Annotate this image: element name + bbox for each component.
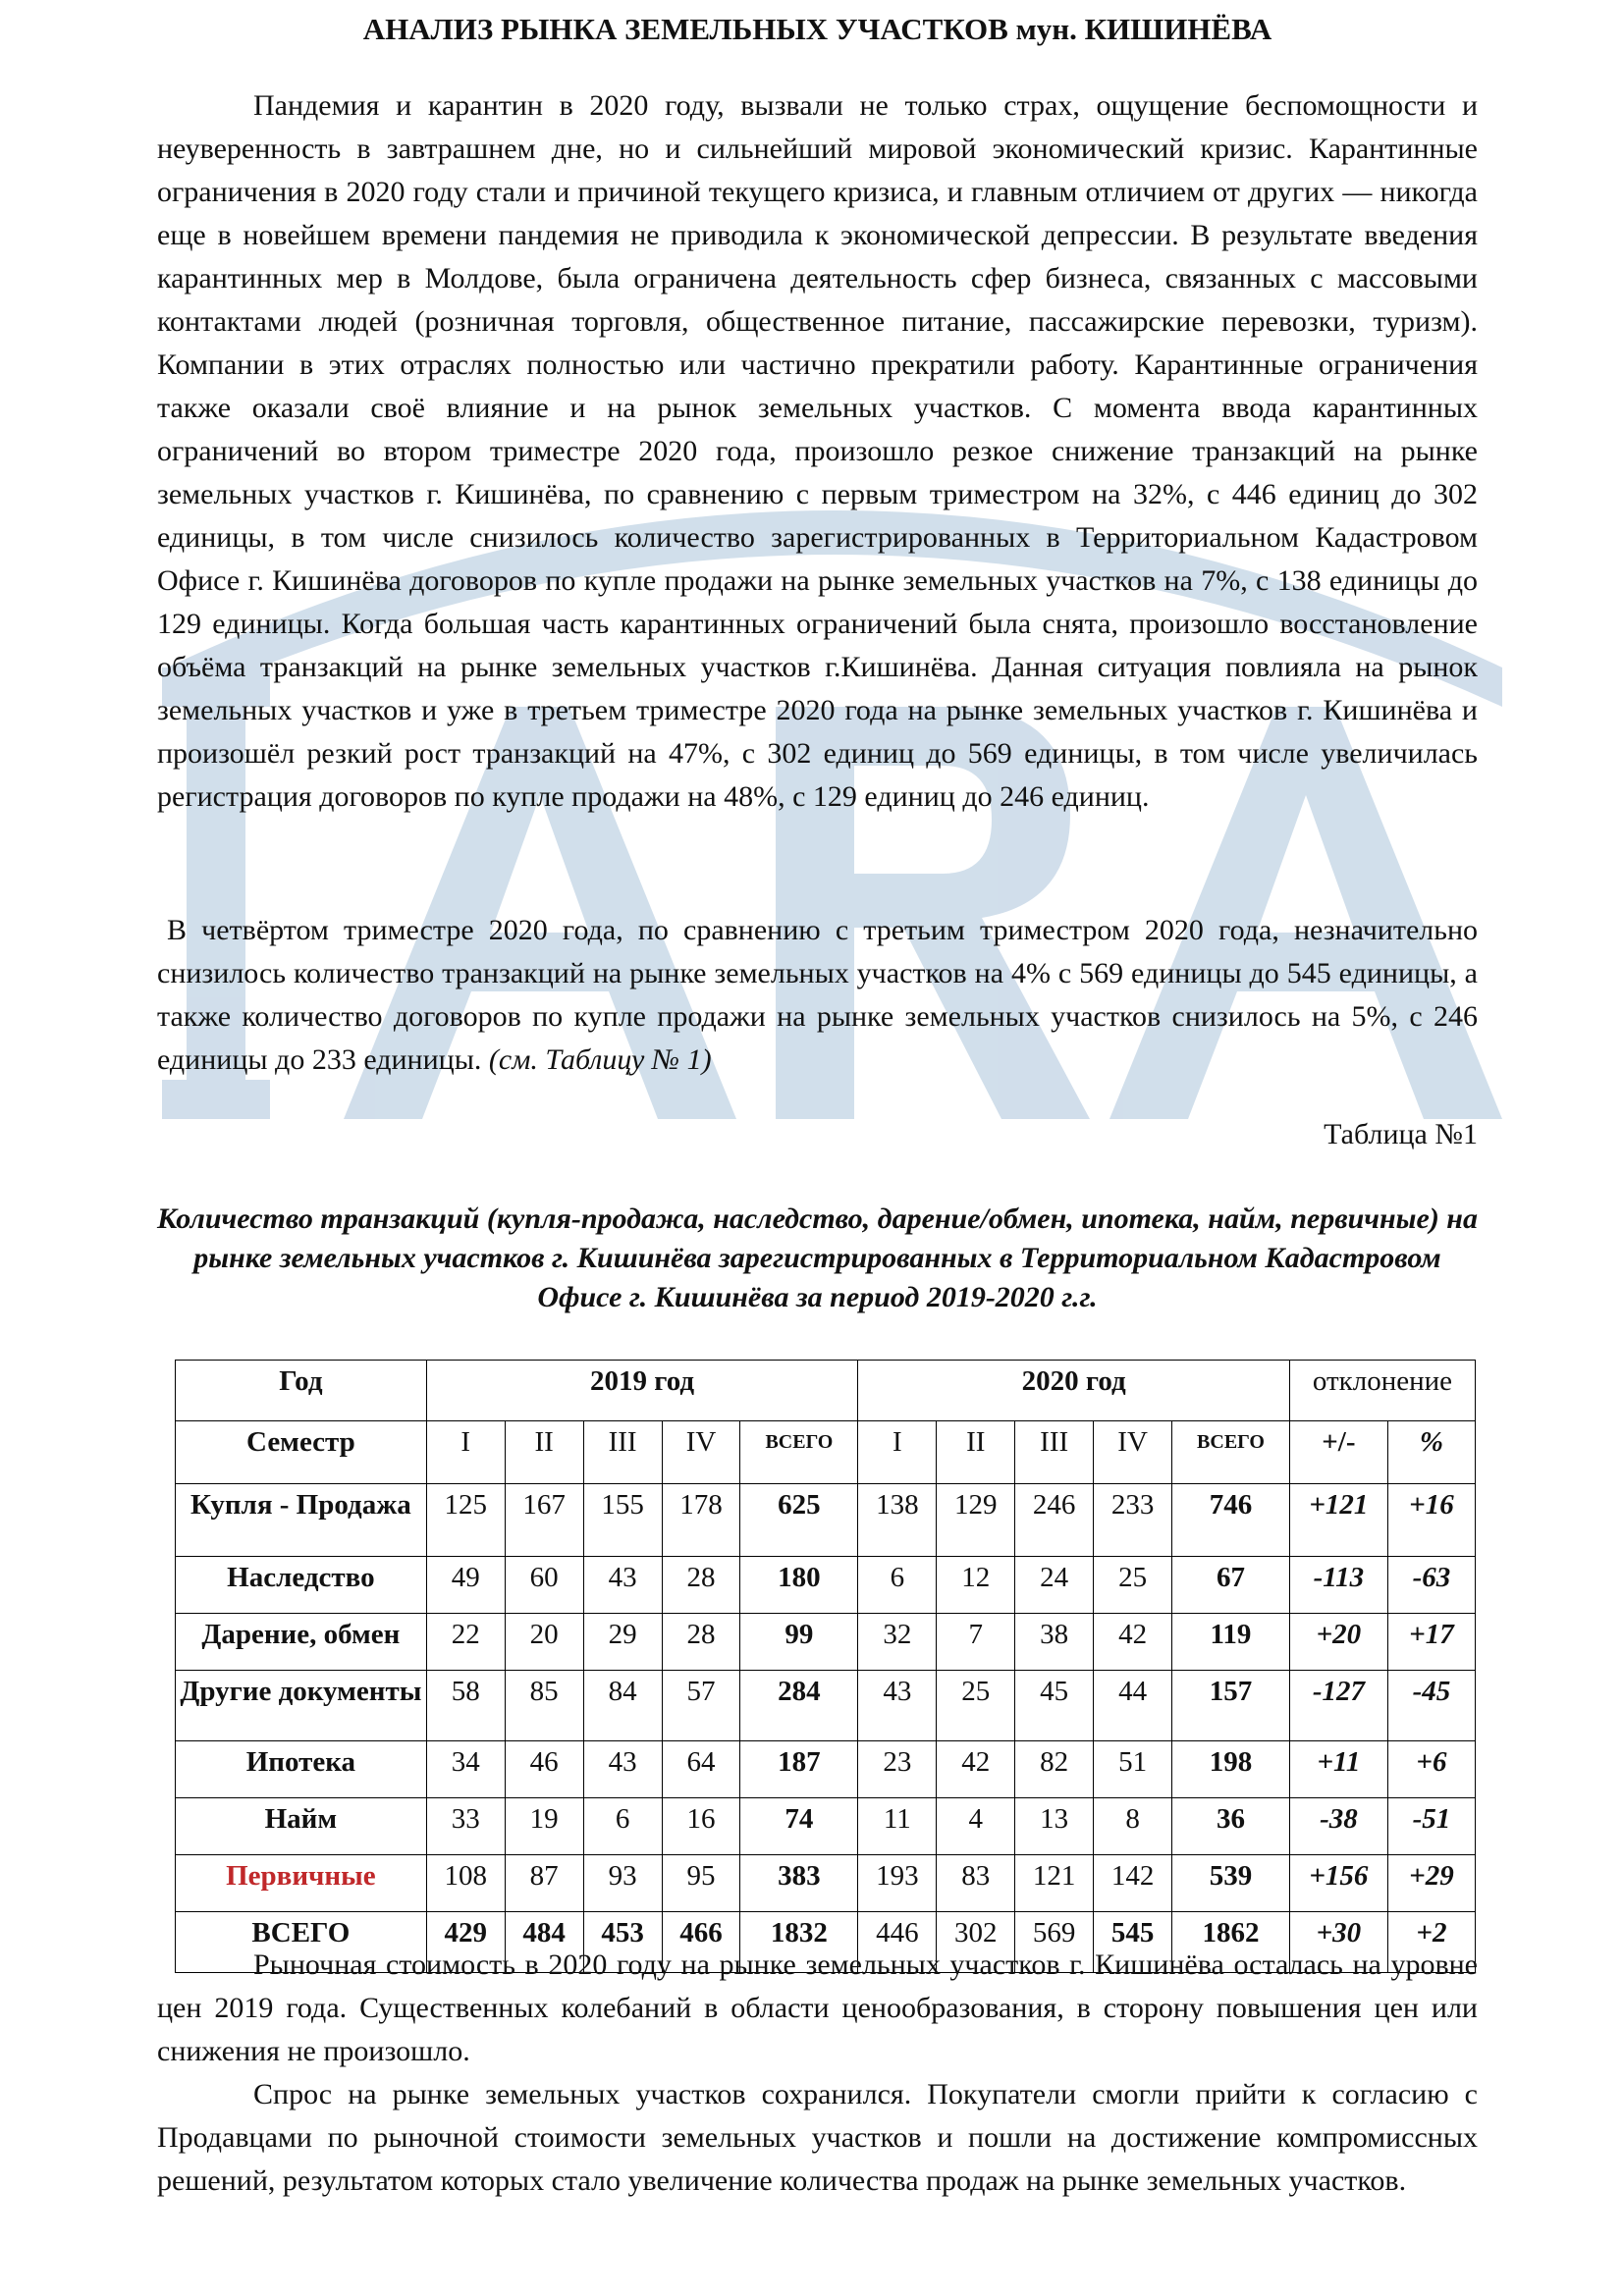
paragraph-prices: Рыночная стоимость в 2020 году на рынке земельных участков г. Кишинёва осталась на уровне цен 2019 года. Существенных колебаний в области ценообразования, в сторону повышения цен или снижения не произошло. xyxy=(157,1949,1478,2067)
cell-2019-total: 74 xyxy=(740,1798,858,1855)
header-2020-q4: IV xyxy=(1094,1421,1172,1484)
cell-2020-q3: 45 xyxy=(1015,1671,1094,1741)
cell-2019-total: 383 xyxy=(740,1855,858,1912)
paragraph-intro: Пандемия и карантин в 2020 году, вызвали не только страх, ощущение беспомощности и неуверенность в завтрашнем дне, но и сильнейший мировой экономический кризис. Карантинные ограничения в 2020 году стали и причиной текущего кризиса, и главным отличием от других — никогда еще в новейшем времени пандемия не приводила к экономической депрессии. В результате введения карантинных мер в Молдове, была ограничена деятельность сфер бизнеса, связанных с массовыми контактами людей (розничная торговля, общественное питание, пассажирские перевозки, туризм). Компании в этих отраслях полностью или частично прекратили работу. Карантинные ограничения также оказали своё влияние и на рынок земельных участков. С момента ввода карантинных ограничений во втором триместре 2020 года, произошло резкое снижение транзакций на рынке земельных участков г. Кишинёва, по сравнению с первым триместром на 32%, с 446 единиц до 302 единицы, в том числе снизилось количество зарегистрированных в Территориальном Кадастровом Офисе г. Кишинёва договоров по купле продажи на рынке земельных участков на 7%, с 138 единицы до 129 единицы. Когда большая часть карантинных ограничений была снята, произошло восстановление объёма транзакций на рынке земельных участков г.Кишинёва. Данная ситуация повлияла на рынок земельных участков и уже в третьем триместре 2020 года на рынке земельных участков г. Кишинёва и произошёл резкий рост транзакций на 47%, с 302 единиц до 569 единицы, в том числе увеличилась регистрация договоров по купле продажи на 48%, с 129 единиц до 246 единиц. xyxy=(157,89,1478,813)
row-label: Другие документы xyxy=(176,1671,427,1741)
cell-2019-q2: 484 xyxy=(505,1912,583,1973)
cell-dev-abs: +156 xyxy=(1289,1855,1387,1912)
header-year: Год xyxy=(176,1361,427,1421)
cell-2019-total: 1832 xyxy=(740,1912,858,1973)
cell-2020-total: 119 xyxy=(1172,1614,1290,1671)
table-row xyxy=(176,1741,1476,1798)
cell-dev-abs: -127 xyxy=(1289,1671,1387,1741)
cell-2019-q4: 178 xyxy=(662,1484,740,1557)
header-semester: Семестр xyxy=(176,1421,427,1484)
cell-2019-q4: 57 xyxy=(662,1671,740,1741)
table-row xyxy=(176,1484,1476,1557)
cell-2019-q3: 93 xyxy=(583,1855,662,1912)
cell-2020-q4: 545 xyxy=(1094,1912,1172,1973)
cell-2019-q1: 34 xyxy=(426,1741,505,1798)
header-dev-abs: +/- xyxy=(1289,1421,1387,1484)
cell-dev-abs: +121 xyxy=(1289,1484,1387,1557)
table-row xyxy=(176,1671,1476,1741)
table-row xyxy=(176,1855,1476,1912)
cell-2019-q3: 84 xyxy=(583,1671,662,1741)
cell-2020-total: 67 xyxy=(1172,1557,1290,1614)
table-row xyxy=(176,1798,1476,1855)
row-label: ВСЕГО xyxy=(176,1912,427,1973)
cell-2020-q1: 6 xyxy=(858,1557,937,1614)
cell-dev-pct: +29 xyxy=(1387,1855,1475,1912)
cell-2019-q1: 22 xyxy=(426,1614,505,1671)
cell-2019-q3: 453 xyxy=(583,1912,662,1973)
document-title: АНАЛИЗ РЫНКА ЗЕМЕЛЬНЫХ УЧАСТКОВ мун. КИШИНЁВА xyxy=(362,12,1272,46)
cell-2019-q4: 16 xyxy=(662,1798,740,1855)
cell-2020-total: 539 xyxy=(1172,1855,1290,1912)
header-2020-total: ВСЕГО xyxy=(1172,1421,1290,1484)
cell-2020-total: 36 xyxy=(1172,1798,1290,1855)
cell-2020-q2: 302 xyxy=(937,1912,1015,1973)
cell-2019-total: 180 xyxy=(740,1557,858,1614)
cell-2020-q1: 43 xyxy=(858,1671,937,1741)
header-2020-q2: II xyxy=(937,1421,1015,1484)
cell-dev-pct: +6 xyxy=(1387,1741,1475,1798)
cell-2020-q2: 129 xyxy=(937,1484,1015,1557)
cell-2020-q4: 142 xyxy=(1094,1855,1172,1912)
cell-2019-q3: 43 xyxy=(583,1557,662,1614)
table-caption: Количество транзакций (купля-продажа, наследство, дарение/обмен, ипотека, найм, первичные) на рынке земельных участков г. Кишинёва зарегистрированных в Территориальном Кадастровом Офисе г. Кишинёва за период 2019-2020 г.г. xyxy=(157,1202,1478,1313)
row-label: Дарение, обмен xyxy=(176,1614,427,1671)
cell-dev-pct: +2 xyxy=(1387,1912,1475,1973)
cell-2020-q1: 193 xyxy=(858,1855,937,1912)
cell-2020-total: 157 xyxy=(1172,1671,1290,1741)
cell-2020-q4: 42 xyxy=(1094,1614,1172,1671)
cell-dev-pct: +16 xyxy=(1387,1484,1475,1557)
cell-2020-total: 198 xyxy=(1172,1741,1290,1798)
header-2019-q4: IV xyxy=(662,1421,740,1484)
header-2019-q1: I xyxy=(426,1421,505,1484)
cell-2019-q3: 29 xyxy=(583,1614,662,1671)
cell-dev-abs: -38 xyxy=(1289,1798,1387,1855)
header-2019-q3: III xyxy=(583,1421,662,1484)
cell-2020-q4: 51 xyxy=(1094,1741,1172,1798)
header-2019: 2019 год xyxy=(426,1361,858,1421)
cell-2019-q2: 19 xyxy=(505,1798,583,1855)
cell-2019-q1: 33 xyxy=(426,1798,505,1855)
cell-2019-q2: 87 xyxy=(505,1855,583,1912)
cell-2020-q1: 23 xyxy=(858,1741,937,1798)
cell-2020-total: 1862 xyxy=(1172,1912,1290,1973)
cell-2019-q1: 49 xyxy=(426,1557,505,1614)
cell-2019-q4: 466 xyxy=(662,1912,740,1973)
cell-2020-q2: 12 xyxy=(937,1557,1015,1614)
cell-2019-q2: 20 xyxy=(505,1614,583,1671)
cell-2019-q2: 167 xyxy=(505,1484,583,1557)
cell-2019-q1: 125 xyxy=(426,1484,505,1557)
cell-2020-q4: 44 xyxy=(1094,1671,1172,1741)
cell-2020-q4: 25 xyxy=(1094,1557,1172,1614)
cell-dev-pct: -63 xyxy=(1387,1557,1475,1614)
transactions-table xyxy=(175,1360,1476,1973)
cell-2019-q2: 60 xyxy=(505,1557,583,1614)
cell-dev-pct: -45 xyxy=(1387,1671,1475,1741)
cell-dev-pct: -51 xyxy=(1387,1798,1475,1855)
header-deviation: отклонение xyxy=(1289,1361,1475,1421)
cell-2020-q4: 233 xyxy=(1094,1484,1172,1557)
row-label: Первичные xyxy=(176,1855,427,1912)
cell-2020-q3: 24 xyxy=(1015,1557,1094,1614)
cell-2020-q1: 138 xyxy=(858,1484,937,1557)
cell-2020-q2: 42 xyxy=(937,1741,1015,1798)
cell-2020-q3: 569 xyxy=(1015,1912,1094,1973)
row-label: Купля - Продажа xyxy=(176,1484,427,1557)
header-2019-total: ВСЕГО xyxy=(740,1421,858,1484)
cell-2019-q3: 6 xyxy=(583,1798,662,1855)
cell-dev-pct: +17 xyxy=(1387,1614,1475,1671)
cell-2020-q3: 82 xyxy=(1015,1741,1094,1798)
row-label: Найм xyxy=(176,1798,427,1855)
cell-2019-q4: 64 xyxy=(662,1741,740,1798)
cell-2020-q1: 446 xyxy=(858,1912,937,1973)
cell-2019-q2: 85 xyxy=(505,1671,583,1741)
cell-2019-q2: 46 xyxy=(505,1741,583,1798)
row-label: Наследство xyxy=(176,1557,427,1614)
table-subheader-row xyxy=(176,1421,1476,1484)
cell-2020-q2: 83 xyxy=(937,1855,1015,1912)
cell-2020-q2: 4 xyxy=(937,1798,1015,1855)
cell-2019-q3: 43 xyxy=(583,1741,662,1798)
cell-2019-q3: 155 xyxy=(583,1484,662,1557)
cell-2020-q3: 121 xyxy=(1015,1855,1094,1912)
cell-2020-q3: 38 xyxy=(1015,1614,1094,1671)
cell-2019-total: 187 xyxy=(740,1741,858,1798)
table-row xyxy=(176,1557,1476,1614)
cell-dev-abs: +20 xyxy=(1289,1614,1387,1671)
header-2020: 2020 год xyxy=(858,1361,1290,1421)
paragraph-q4 xyxy=(157,909,1478,1082)
cell-2020-q4: 8 xyxy=(1094,1798,1172,1855)
table-row xyxy=(176,1614,1476,1671)
cell-2020-q3: 246 xyxy=(1015,1484,1094,1557)
cell-2020-q1: 11 xyxy=(858,1798,937,1855)
cell-2019-total: 284 xyxy=(740,1671,858,1741)
cell-2019-q1: 429 xyxy=(426,1912,505,1973)
table-reference: (см. Таблицу № 1) xyxy=(488,1043,712,1076)
paragraph-q4-text: В четвёртом триместре 2020 года, по сравнению с третьим триместром 2020 года, незначительно снизилось количество транзакций на рынке земельных участков на 4% с 569 единицы до 545 единицы, а также количество договоров по купле продажи на рынке земельных участков снизилось на 5%, с 246 единицы до 233 единицы. xyxy=(157,914,1478,1076)
header-dev-pct: % xyxy=(1387,1421,1475,1484)
cell-2019-q1: 58 xyxy=(426,1671,505,1741)
cell-2020-q2: 25 xyxy=(937,1671,1015,1741)
header-2019-q2: II xyxy=(505,1421,583,1484)
table-header-row xyxy=(176,1361,1476,1421)
cell-2020-q2: 7 xyxy=(937,1614,1015,1671)
cell-dev-abs: +30 xyxy=(1289,1912,1387,1973)
cell-2020-total: 746 xyxy=(1172,1484,1290,1557)
cell-2019-q4: 95 xyxy=(662,1855,740,1912)
header-2020-q1: I xyxy=(858,1421,937,1484)
cell-2020-q1: 32 xyxy=(858,1614,937,1671)
paragraph-demand: Спрос на рынке земельных участков сохранился. Покупатели смогли прийти к согласию с Продавцами по рыночной стоимости земельных участков и пошли на достижение компромиссных решений, результатом которых стало увеличение количества продаж на рынке земельных участков. xyxy=(157,2078,1478,2197)
cell-2019-q4: 28 xyxy=(662,1557,740,1614)
cell-2019-q1: 108 xyxy=(426,1855,505,1912)
cell-dev-abs: -113 xyxy=(1289,1557,1387,1614)
table-number: Таблица №1 xyxy=(1324,1118,1478,1150)
cell-dev-abs: +11 xyxy=(1289,1741,1387,1798)
cell-2019-q4: 28 xyxy=(662,1614,740,1671)
cell-2019-total: 99 xyxy=(740,1614,858,1671)
row-label: Ипотека xyxy=(176,1741,427,1798)
cell-2020-q3: 13 xyxy=(1015,1798,1094,1855)
cell-2019-total: 625 xyxy=(740,1484,858,1557)
header-2020-q3: III xyxy=(1015,1421,1094,1484)
